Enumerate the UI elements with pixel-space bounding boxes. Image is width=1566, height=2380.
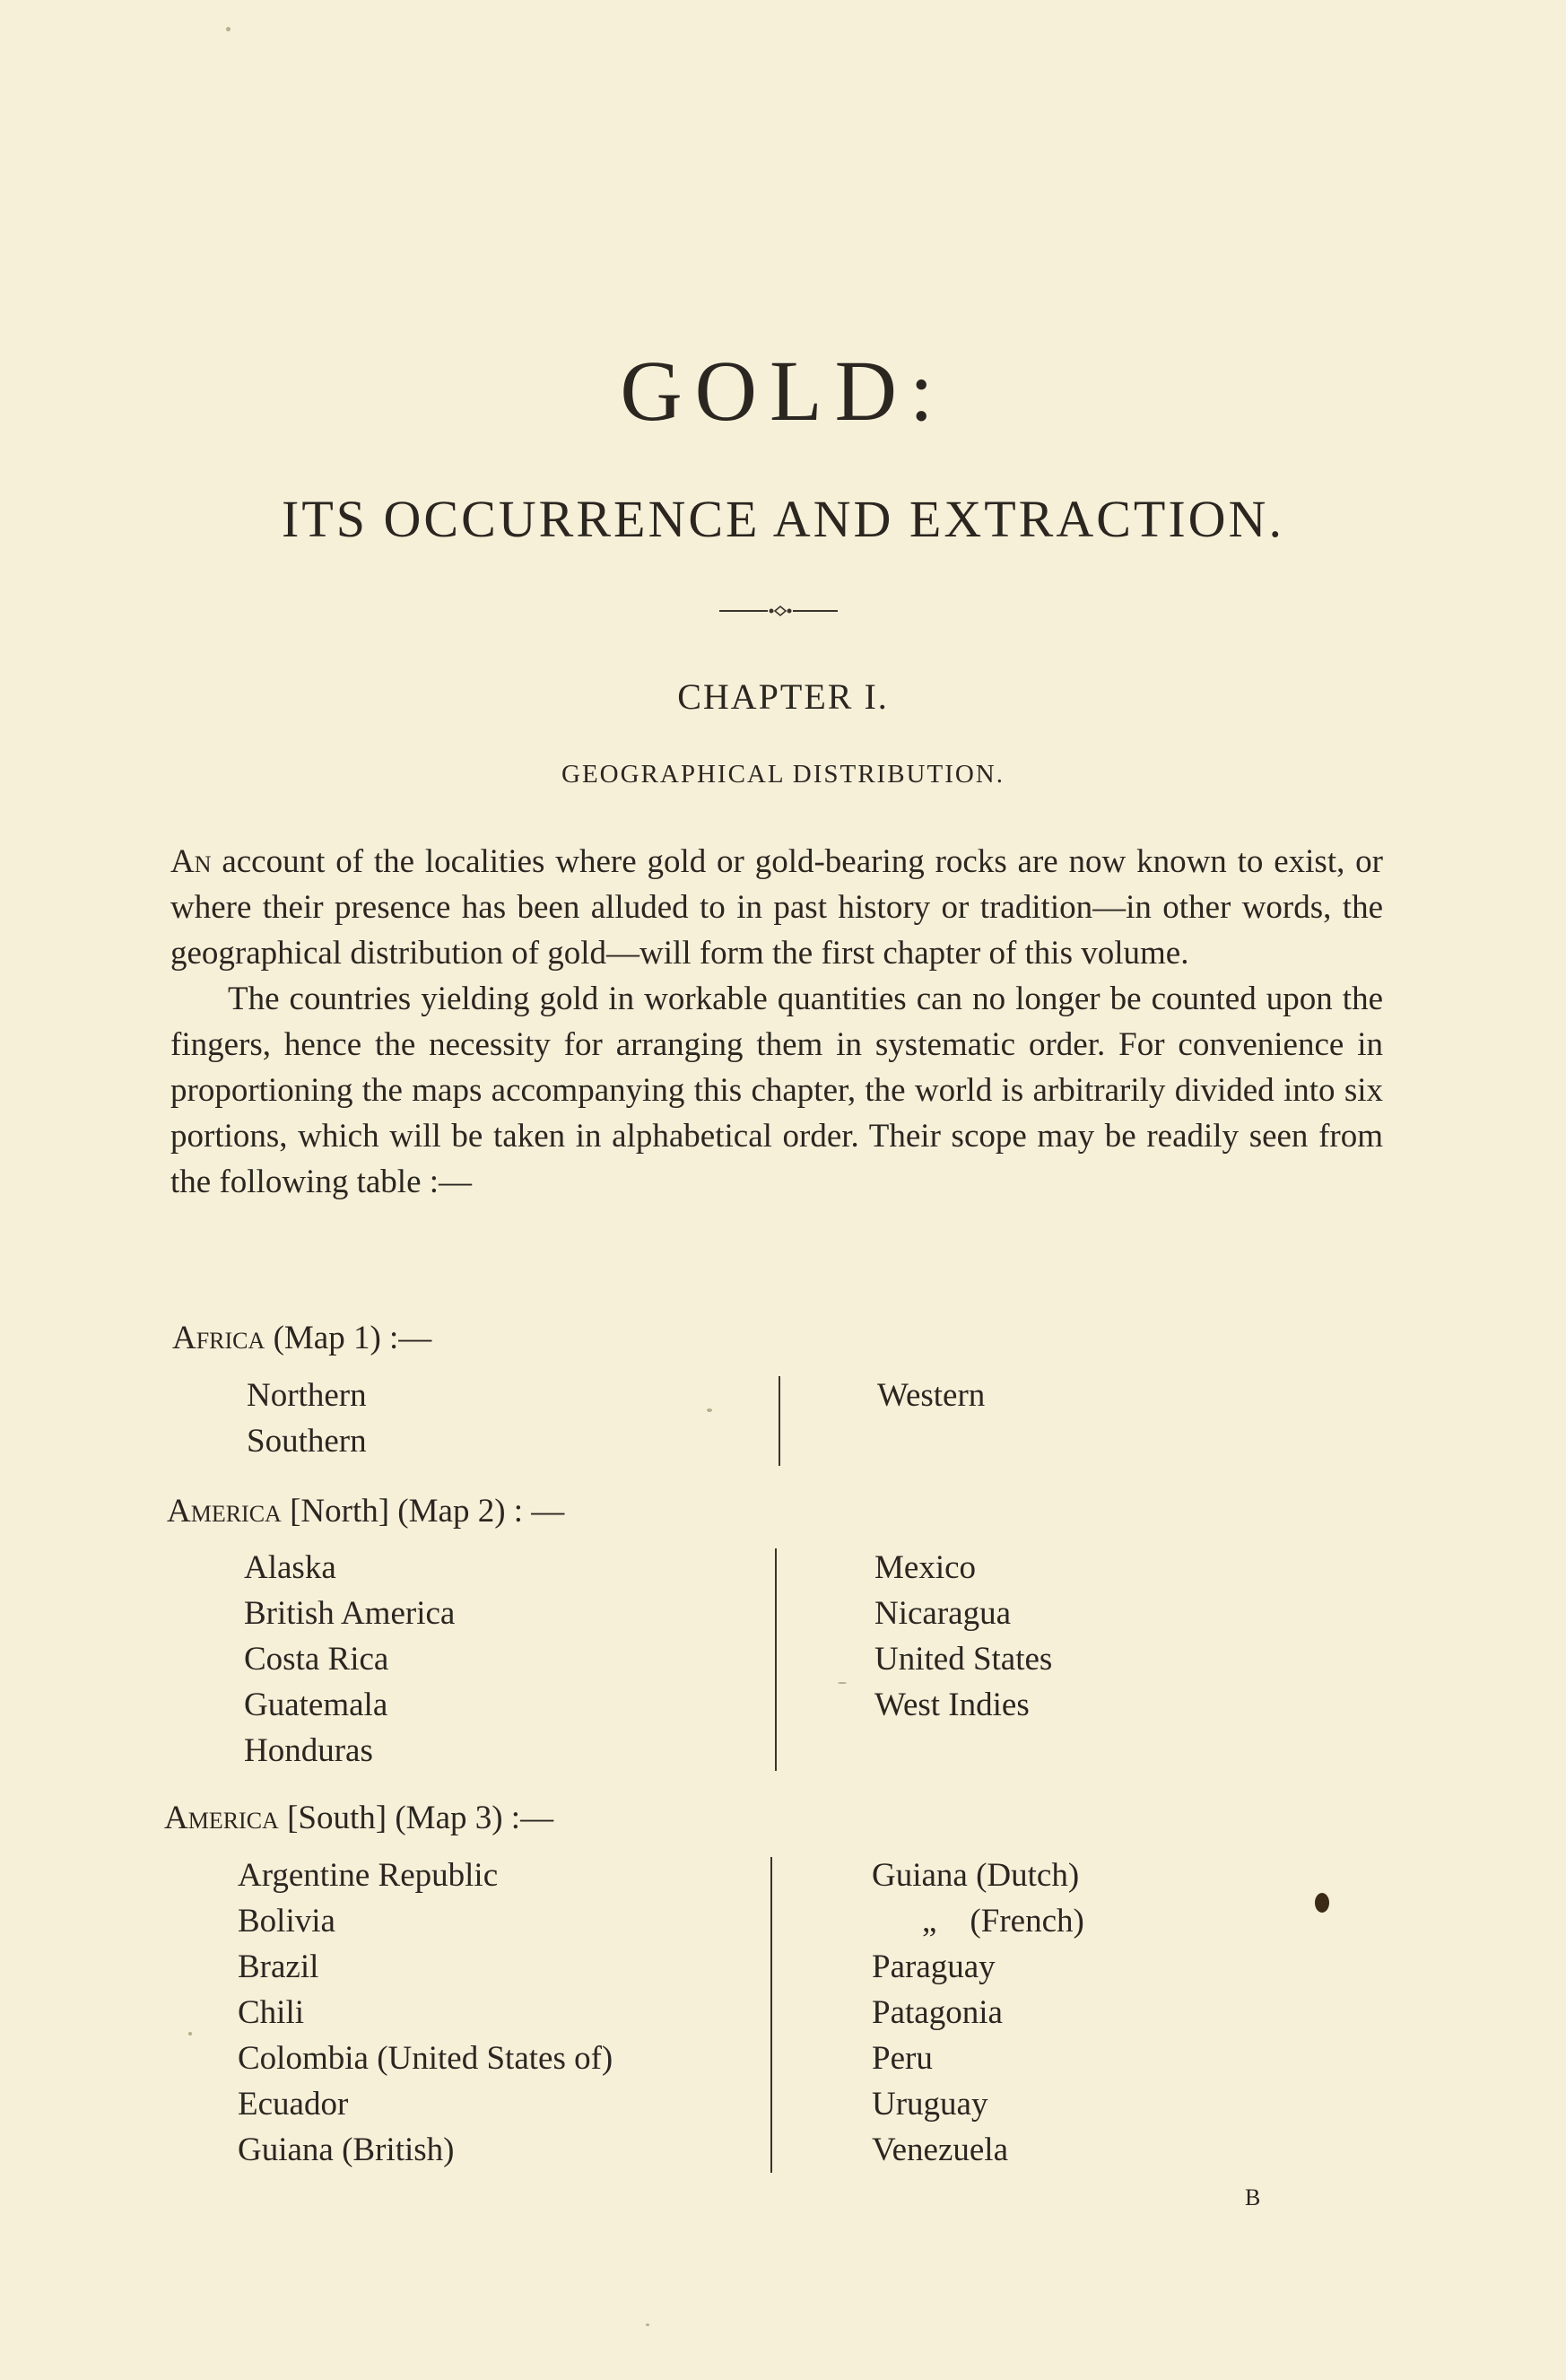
list-item: United States (874, 1641, 1053, 1678)
region-name: Africa (172, 1320, 265, 1356)
paper-speck (838, 1682, 847, 1684)
list-item: „ (French) (922, 1903, 1084, 1940)
list-item: Southern (247, 1423, 367, 1460)
list-item: Chili (238, 1994, 305, 2031)
list-item: Guiana (Dutch) (872, 1857, 1080, 1894)
paragraph-1-text: account of the localities where gold or gold-bearing rocks are now known to exist, or where their presence has been alluded to in past history or tradition—in other words, the geographical distribution of gold—will form the first chapter of this volume. (170, 843, 1383, 972)
list-item: Venezuela (872, 2132, 1009, 2168)
list-item: Patagonia (872, 1994, 1003, 2031)
chapter-heading: CHAPTER I. (677, 676, 889, 717)
region-map-label: [North] (Map 2) : — (281, 1493, 565, 1530)
signature-mark: B (1245, 2184, 1261, 2210)
america-north-left-list (244, 1545, 455, 1774)
list-item: Paraguay (872, 1948, 996, 1985)
region-name: America (164, 1800, 279, 1836)
list-item: Ecuador (238, 2086, 349, 2123)
region-heading-america-south (164, 1799, 553, 1837)
africa-left-list (247, 1373, 367, 1464)
list-item: Brazil (238, 1948, 319, 1985)
body-text (170, 839, 1383, 1205)
chapter-subtitle: GEOGRAPHICAL DISTRIBUTION. (561, 760, 1005, 789)
list-item: Uruguay (872, 2086, 988, 2123)
region-heading-africa (172, 1319, 431, 1357)
list-item: West Indies (874, 1687, 1030, 1723)
paragraph-lead-word: An (170, 843, 212, 880)
paper-speck (226, 27, 231, 31)
column-divider (770, 1857, 772, 2173)
paper-speck (646, 2323, 649, 2326)
paragraph-2: The countries yielding gold in workable quantities can no longer be counted upon the fingers, hence the necessity for arranging them in systematic order. For convenience in proportioning the maps accompanying this chapter, the world is arbitrarily divided into six portions, which will be taken in alphabetical order. Their scope may be readily seen from the following table :— (170, 981, 1383, 1200)
column-divider (779, 1376, 780, 1466)
america-south-left-list (238, 1853, 613, 2173)
list-item: Honduras (244, 1732, 373, 1769)
list-item: Mexico (874, 1549, 977, 1586)
list-item: British America (244, 1595, 456, 1632)
book-title: GOLD: (620, 343, 946, 439)
list-item: Alaska (244, 1549, 336, 1586)
ink-blot (1315, 1893, 1329, 1913)
list-item: Colombia (United States of) (238, 2040, 613, 2077)
list-item: Western (877, 1377, 986, 1414)
ornament-divider (718, 597, 840, 624)
list-item: Argentine Republic (238, 1857, 499, 1894)
list-item: Northern (247, 1377, 367, 1414)
list-item: Costa Rica (244, 1641, 389, 1678)
list-item: Bolivia (238, 1903, 335, 1940)
paper-speck (707, 1408, 712, 1412)
region-map-label: (Map 1) :— (265, 1320, 432, 1356)
book-subtitle: ITS OCCURRENCE AND EXTRACTION. (282, 490, 1284, 548)
column-divider (775, 1548, 777, 1771)
list-item: Nicaragua (874, 1595, 1012, 1632)
list-item: Peru (872, 2040, 933, 2077)
america-south-right-list (872, 1853, 1084, 2173)
region-map-label: [South] (Map 3) :— (278, 1800, 554, 1836)
region-heading-america-north (167, 1492, 564, 1530)
paper-speck (188, 2032, 192, 2036)
america-north-right-list (874, 1545, 1052, 1728)
region-name: America (167, 1493, 282, 1530)
list-item: Guatemala (244, 1687, 388, 1723)
africa-right-list (877, 1373, 985, 1418)
paragraph-1 (170, 839, 1383, 976)
list-item: Guiana (British) (238, 2132, 455, 2168)
